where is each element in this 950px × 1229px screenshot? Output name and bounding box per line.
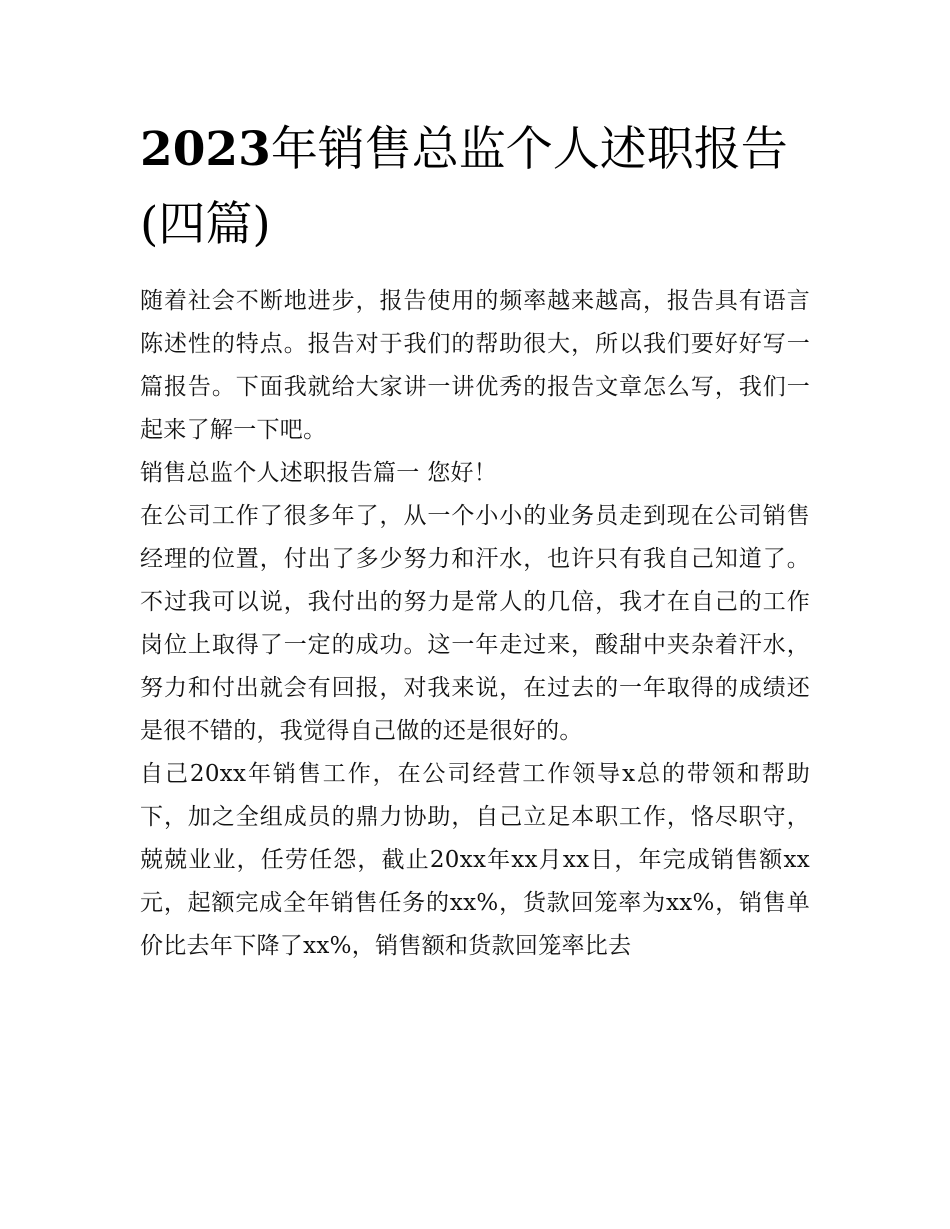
title-year: 2023 (140, 122, 271, 177)
section-heading: 销售总监个人述职报告篇一 您好！ (140, 460, 498, 486)
title-text: 年销售总监个人述职报告(四篇) (140, 122, 788, 252)
body-paragraph: 自己20xx年销售工作，在公司经营工作领导x总的带领和帮助下，加之全组成员的鼎力协助，自己立足本职工作，恪尽职守，兢兢业业，任劳任怨，截止20xx年xx月xx日，年完成销售额xx元，起额完成全年销售任务的xx%，货款回笼率为xx%，销售单价比去年下降了xx%，销售额和货款回笼率比去 (140, 761, 810, 959)
document-body (140, 280, 810, 968)
body-paragraph: 在公司工作了很多年了，从一个小小的业务员走到现在公司销售经理的位置，付出了多少努力和汗水，也许只有我自己知道了。不过我可以说，我付出的努力是常人的几倍，我才在自己的工作岗位上取得了一定的成功。这一年走过来，酸甜中夹杂着汗水，努力和付出就会有回报，对我来说，在过去的一年取得的成绩还是很不错的，我觉得自己做的还是很好的。 (140, 503, 810, 744)
intro-paragraph: 随着社会不断地进步，报告使用的频率越来越高，报告具有语言陈述性的特点。报告对于我们的帮助很大，所以我们要好好写一篇报告。下面我就给大家讲一讲优秀的报告文章怎么写，我们一起来了解一下吧。 (140, 288, 810, 443)
document-title (140, 112, 820, 262)
